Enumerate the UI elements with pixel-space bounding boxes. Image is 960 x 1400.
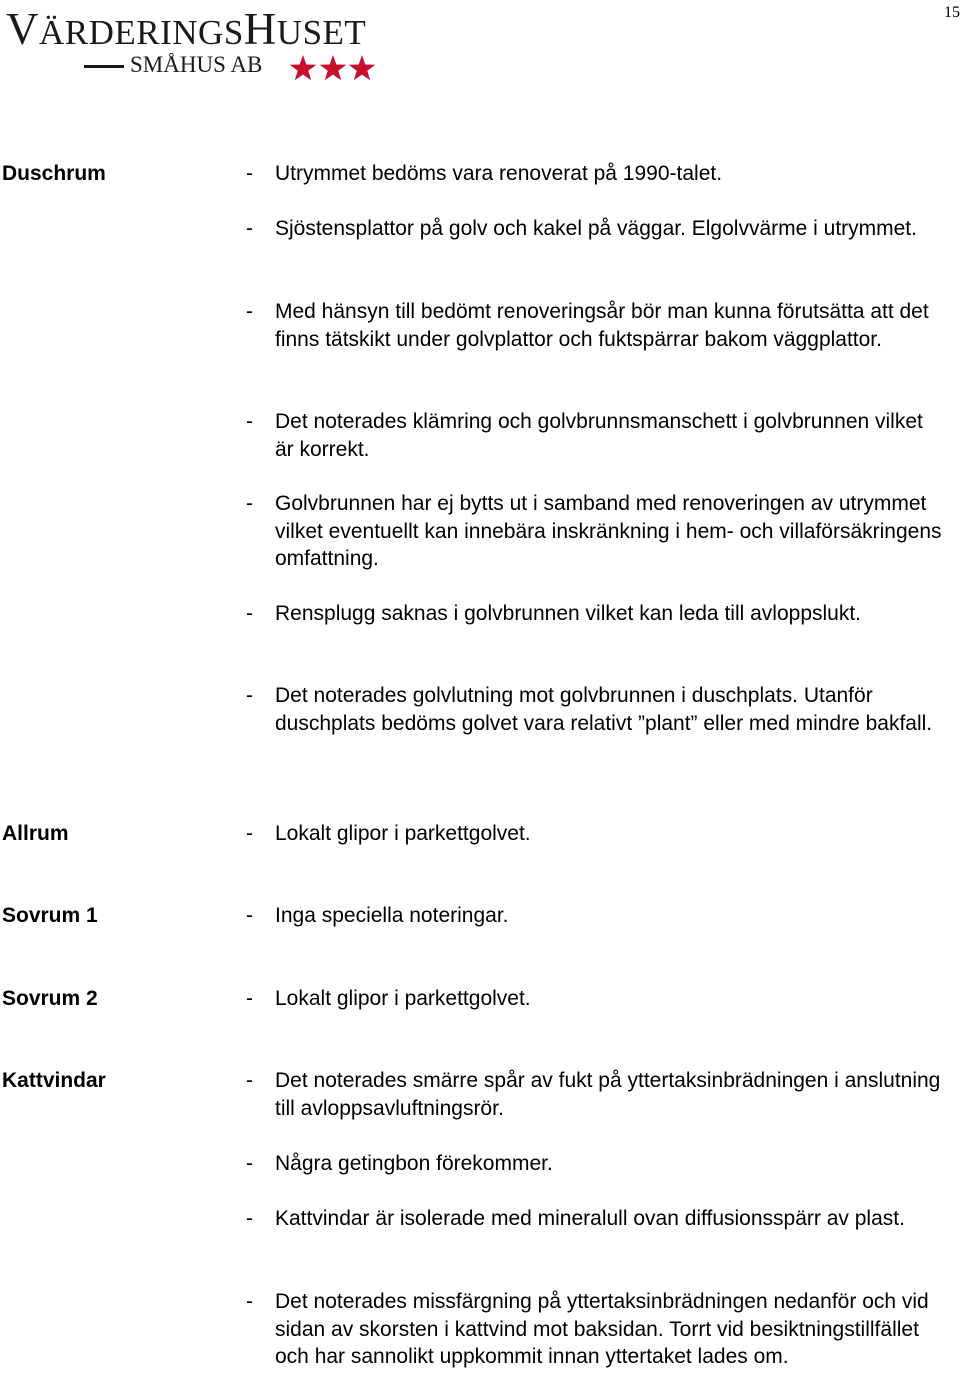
star-icon bbox=[349, 55, 376, 80]
list-dash: - bbox=[246, 217, 253, 240]
list-item-text: Utrymmet bedöms vara renoverat på 1990-talet. bbox=[275, 162, 723, 185]
star-icon bbox=[320, 55, 347, 80]
list-dash: - bbox=[246, 1290, 253, 1313]
list-item bbox=[246, 902, 946, 930]
list-item bbox=[246, 1205, 946, 1233]
list-item bbox=[246, 1150, 946, 1178]
list-dash: - bbox=[246, 684, 253, 707]
logo-stars-icon bbox=[289, 53, 377, 85]
list-dash: - bbox=[246, 162, 253, 185]
list-item-text: Inga speciella noteringar. bbox=[275, 904, 509, 927]
logo-title-h: H bbox=[243, 4, 277, 54]
list-item bbox=[246, 1288, 946, 1371]
list-item bbox=[246, 1067, 946, 1122]
logo-title-initial: V bbox=[6, 4, 39, 54]
company-logo bbox=[6, 4, 376, 84]
list-item-text: Kattvindar är isolerade med mineralull ovan diffusionsspärr av plast. bbox=[275, 1207, 905, 1230]
list-item bbox=[246, 682, 946, 737]
list-item-text: Det noterades smärre spår av fukt på yttertaksinbrädningen i anslutning till avloppsavluftningsrör. bbox=[275, 1069, 941, 1120]
section-label: Duschrum bbox=[2, 162, 106, 185]
logo-title-part-1: ÄRDERINGS bbox=[39, 13, 244, 52]
list-item bbox=[246, 600, 946, 628]
list-dash: - bbox=[246, 492, 253, 515]
list-item-text: Rensplugg saknas i golvbrunnen vilket kan leda till avloppslukt. bbox=[275, 602, 862, 625]
list-item bbox=[246, 215, 946, 243]
section-label: Sovrum 2 bbox=[2, 987, 98, 1010]
list-item-text: Några getingbon förekommer. bbox=[275, 1152, 553, 1175]
list-dash: - bbox=[246, 822, 253, 845]
list-item bbox=[246, 408, 946, 463]
star-icon bbox=[290, 55, 317, 80]
list-item bbox=[246, 820, 946, 848]
list-item bbox=[246, 490, 946, 573]
section-label: Sovrum 1 bbox=[2, 904, 98, 927]
section-label: Kattvindar bbox=[2, 1069, 106, 1092]
list-item-text: Sjöstensplattor på golv och kakel på väggar. Elgolvvärme i utrymmet. bbox=[275, 217, 917, 240]
list-dash: - bbox=[246, 1207, 253, 1230]
list-item bbox=[246, 985, 946, 1013]
list-dash: - bbox=[246, 410, 253, 433]
logo-subtitle: SMÅHUS AB bbox=[130, 52, 263, 77]
list-dash: - bbox=[246, 1069, 253, 1092]
list-item-text: Det noterades missfärgning på yttertaksinbrädningen nedanför och vid sidan av skorsten i kattvind mot baksidan. Torrt vid besiktningstillfället och har sannolikt uppkommit innan yttertaket lades om. bbox=[275, 1290, 929, 1368]
section-label: Allrum bbox=[2, 822, 69, 845]
logo-rule bbox=[84, 65, 124, 68]
list-item-text: Golvbrunnen har ej bytts ut i samband med renoveringen av utrymmet vilket eventuellt kan innebära inskränkning i hem- och villaförsäkringens omfattning. bbox=[275, 492, 942, 570]
list-item-text: Lokalt glipor i parkettgolvet. bbox=[275, 822, 531, 845]
list-item-text: Med hänsyn till bedömt renoveringsår bör man kunna förutsätta att det finns tätskikt under golvplattor och fuktspärrar bakom väggplattor. bbox=[275, 300, 929, 351]
list-item bbox=[246, 298, 946, 353]
list-dash: - bbox=[246, 602, 253, 625]
list-dash: - bbox=[246, 1152, 253, 1175]
list-dash: - bbox=[246, 300, 253, 323]
list-dash: - bbox=[246, 904, 253, 927]
list-item-text: Det noterades golvlutning mot golvbrunnen i duschplats. Utanför duschplats bedöms golvet vara relativt ”plant” eller med mindre bakfall. bbox=[275, 684, 933, 735]
list-item-text: Lokalt glipor i parkettgolvet. bbox=[275, 987, 531, 1010]
list-item bbox=[246, 160, 946, 188]
list-item-text: Det noterades klämring och golvbrunnsmanschett i golvbrunnen vilket är korrekt. bbox=[275, 410, 923, 461]
logo-title-part-2: USET bbox=[276, 13, 367, 52]
list-dash: - bbox=[246, 987, 253, 1010]
page-number: 15 bbox=[944, 4, 960, 21]
